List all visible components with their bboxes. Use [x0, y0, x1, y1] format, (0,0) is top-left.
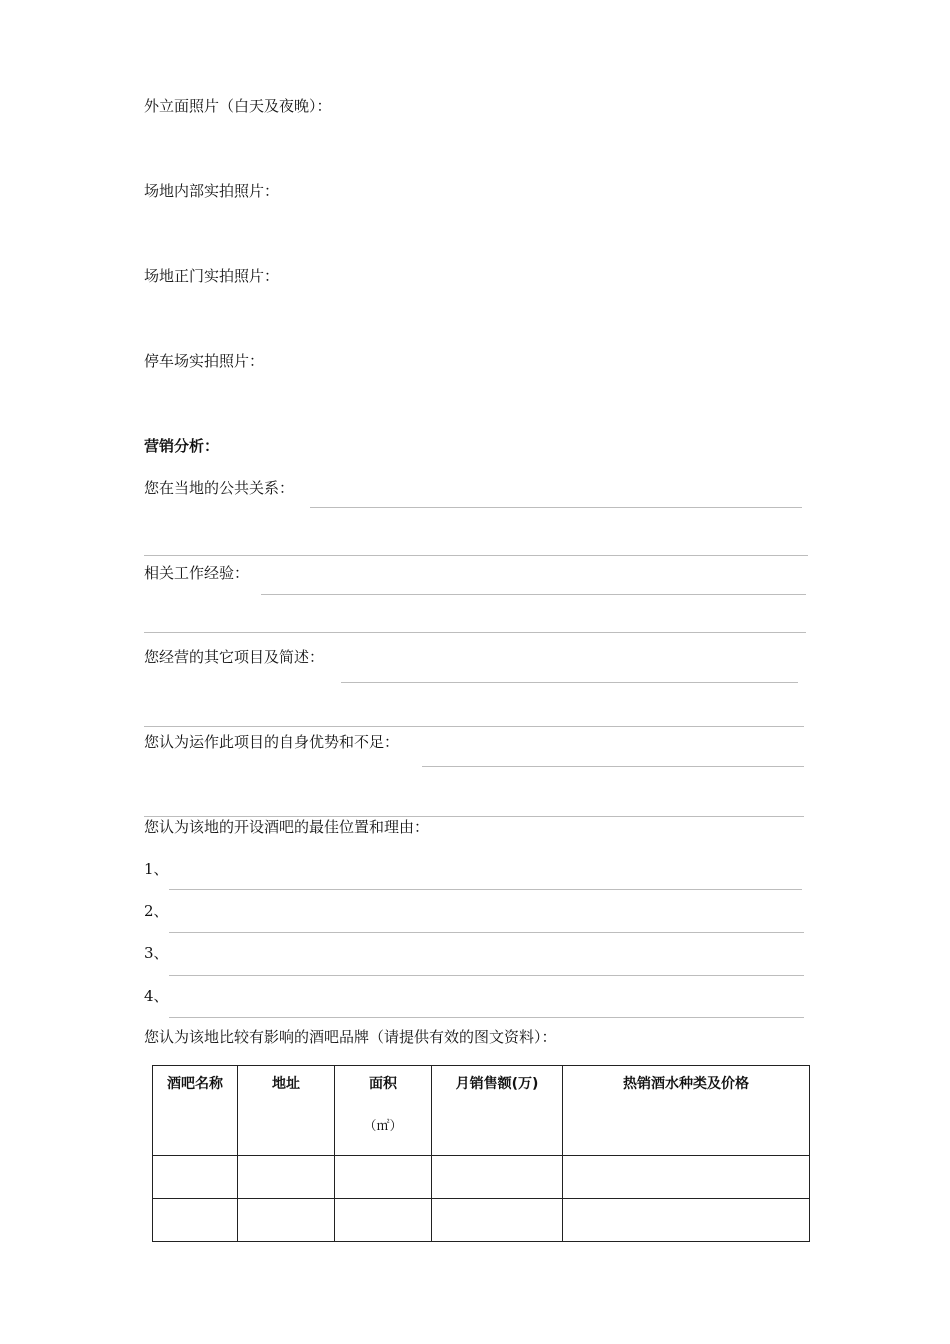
header-area-unit: （㎡） [363, 1119, 403, 1134]
other-projects-answer-line[interactable] [341, 682, 798, 683]
table-cell[interactable] [238, 1156, 335, 1199]
table-row [153, 1156, 810, 1199]
header-address: 地址 [238, 1066, 335, 1156]
numbered-answer-line-4[interactable] [169, 1017, 804, 1018]
numbered-answer-line-1[interactable] [169, 889, 802, 890]
table-row [153, 1199, 810, 1242]
table-cell[interactable] [432, 1156, 563, 1199]
other-projects-label: 您经营的其它项目及简述： [144, 648, 325, 666]
header-drinks-prices: 热销酒水种类及价格 [563, 1066, 810, 1156]
numbered-item-3: 3、 [144, 944, 169, 962]
public-relations-answer-line[interactable] [310, 507, 802, 508]
other-projects-answer-line-2[interactable] [144, 726, 804, 727]
table-cell[interactable] [563, 1156, 810, 1199]
numbered-answer-line-3[interactable] [169, 975, 804, 976]
experience-answer-line-2[interactable] [144, 632, 806, 633]
best-location-label: 您认为该地的开设酒吧的最佳位置和理由： [144, 818, 430, 836]
bar-brands-table [152, 1065, 810, 1242]
numbered-item-4: 4、 [144, 987, 169, 1005]
header-area-label: 面积 [369, 1076, 397, 1092]
strengths-label: 您认为运作此项目的自身优势和不足： [144, 733, 400, 751]
interior-photo-label: 场地内部实拍照片： [144, 182, 280, 200]
table-cell[interactable] [563, 1199, 810, 1242]
table-header-row [153, 1066, 810, 1156]
marketing-heading: 营销分析： [144, 437, 220, 455]
table-cell[interactable] [153, 1199, 238, 1242]
table-cell[interactable] [335, 1199, 432, 1242]
numbered-item-2: 2、 [144, 902, 169, 920]
numbered-item-1: 1、 [144, 860, 169, 878]
experience-answer-line[interactable] [261, 594, 806, 595]
experience-label: 相关工作经验： [144, 564, 250, 582]
parking-photo-label: 停车场实拍照片： [144, 352, 265, 370]
table-cell[interactable] [335, 1156, 432, 1199]
table-cell[interactable] [153, 1156, 238, 1199]
facade-photo-label: 外立面照片（白天及夜晚）： [144, 97, 332, 115]
table-cell[interactable] [238, 1199, 335, 1242]
table-cell[interactable] [432, 1199, 563, 1242]
public-relations-label: 您在当地的公共关系： [144, 479, 295, 497]
brands-prompt: 您认为该地比较有影响的酒吧品牌（请提供有效的图文资料）： [144, 1028, 557, 1046]
strengths-answer-line[interactable] [422, 766, 804, 767]
header-bar-name: 酒吧名称 [153, 1066, 238, 1156]
numbered-answer-line-2[interactable] [169, 932, 804, 933]
header-monthly-sales: 月销售额(万) [432, 1066, 563, 1156]
public-relations-answer-line-2[interactable] [144, 555, 808, 556]
entrance-photo-label: 场地正门实拍照片： [144, 267, 280, 285]
header-area [335, 1066, 432, 1156]
